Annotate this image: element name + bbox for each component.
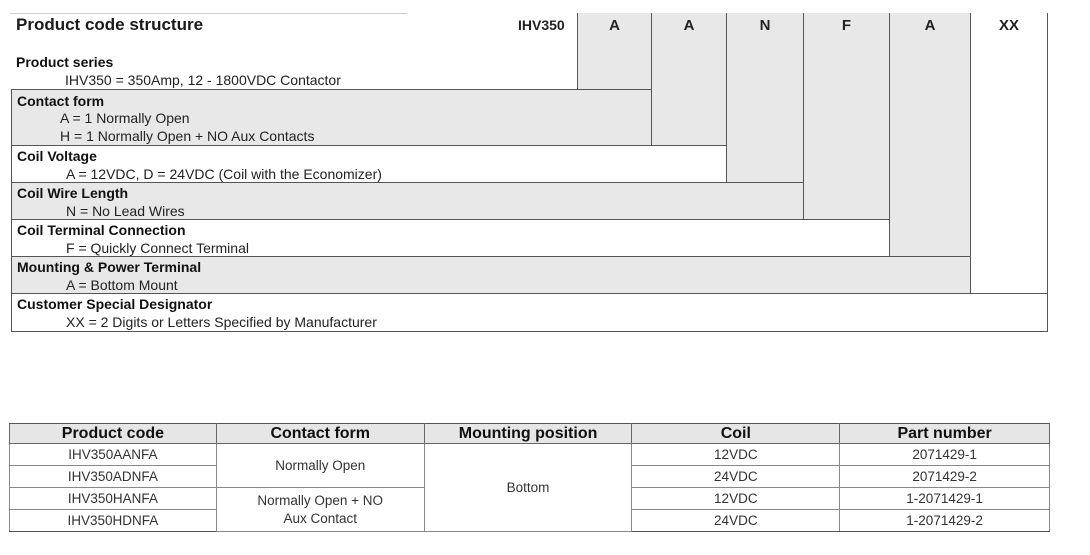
code-series-label: IHV350	[518, 17, 565, 33]
section-header: Coil Wire Length	[17, 185, 129, 201]
coil-cell: 24VDC	[632, 510, 840, 532]
code-letter: XX	[998, 17, 1019, 34]
table-row	[10, 444, 1050, 466]
code-letter: A	[924, 17, 936, 34]
code-column-terminal	[803, 13, 890, 220]
code-letter: N	[759, 17, 771, 34]
code-letter: A	[609, 17, 620, 34]
section-option: IHV350 = 350Amp, 12 - 1800VDC Contactor	[65, 72, 341, 88]
section-option: A = 12VDC, D = 24VDC (Coil with the Economizer)	[66, 166, 382, 182]
code-column-contact-form	[577, 13, 652, 90]
code-column-coil-voltage	[651, 13, 727, 145]
section-header: Mounting & Power Terminal	[17, 259, 202, 275]
coil-cell: 12VDC	[632, 488, 840, 510]
part-number-cell: 1-2071429-1	[840, 488, 1050, 510]
section-option: N = No Lead Wires	[66, 203, 185, 219]
column-header: Product code	[10, 424, 217, 444]
section-option: A = 1 Normally Open	[60, 110, 190, 126]
product-code-cell: IHV350AANFA	[10, 444, 217, 466]
contact-form-cell: Normally Open	[216, 444, 424, 488]
product-code-cell: IHV350HANFA	[10, 488, 217, 510]
section-option: XX = 2 Digits or Letters Specified by Manufacturer	[66, 314, 377, 330]
part-number-cell: 2071429-2	[840, 466, 1050, 488]
page-title: Product code structure	[16, 15, 204, 34]
section-designator	[11, 293, 1048, 332]
section-coil-voltage	[11, 145, 727, 183]
code-column-designator	[970, 13, 1048, 332]
code-column-wire-length	[726, 13, 804, 183]
code-column-mounting	[889, 13, 971, 258]
section-contact-form	[11, 89, 652, 146]
part-number-cell: 2071429-1	[840, 444, 1050, 466]
product-table	[9, 423, 1050, 532]
section-product-series	[11, 40, 578, 90]
section-option: F = Quickly Connect Terminal	[66, 240, 249, 256]
title-rule	[10, 13, 407, 14]
section-coil-wire-length	[11, 182, 804, 220]
section-header: Contact form	[17, 93, 105, 109]
coil-cell: 24VDC	[632, 466, 840, 488]
column-header: Part number	[840, 424, 1050, 444]
section-option: A = Bottom Mount	[66, 277, 178, 293]
contact-form-cell: Normally Open + NO Aux Contact	[216, 488, 424, 532]
section-header: Coil Voltage	[17, 148, 97, 164]
table-header-row	[10, 424, 1050, 444]
section-mounting	[11, 256, 971, 294]
section-header: Customer Special Designator	[17, 296, 213, 312]
coil-cell: 12VDC	[632, 444, 840, 466]
mounting-cell: Bottom	[424, 444, 632, 532]
column-header: Coil	[632, 424, 840, 444]
section-header: Product series	[16, 54, 114, 70]
column-header: Contact form	[216, 424, 424, 444]
product-code-cell: IHV350ADNFA	[10, 466, 217, 488]
column-header: Mounting position	[424, 424, 632, 444]
code-letter: A	[683, 17, 695, 34]
section-header: Coil Terminal Connection	[17, 222, 186, 238]
section-option: H = 1 Normally Open + NO Aux Contacts	[60, 128, 315, 144]
code-letter: F	[841, 17, 852, 34]
part-number-cell: 1-2071429-2	[840, 510, 1050, 532]
section-coil-terminal	[11, 219, 890, 257]
product-code-cell: IHV350HDNFA	[10, 510, 217, 532]
